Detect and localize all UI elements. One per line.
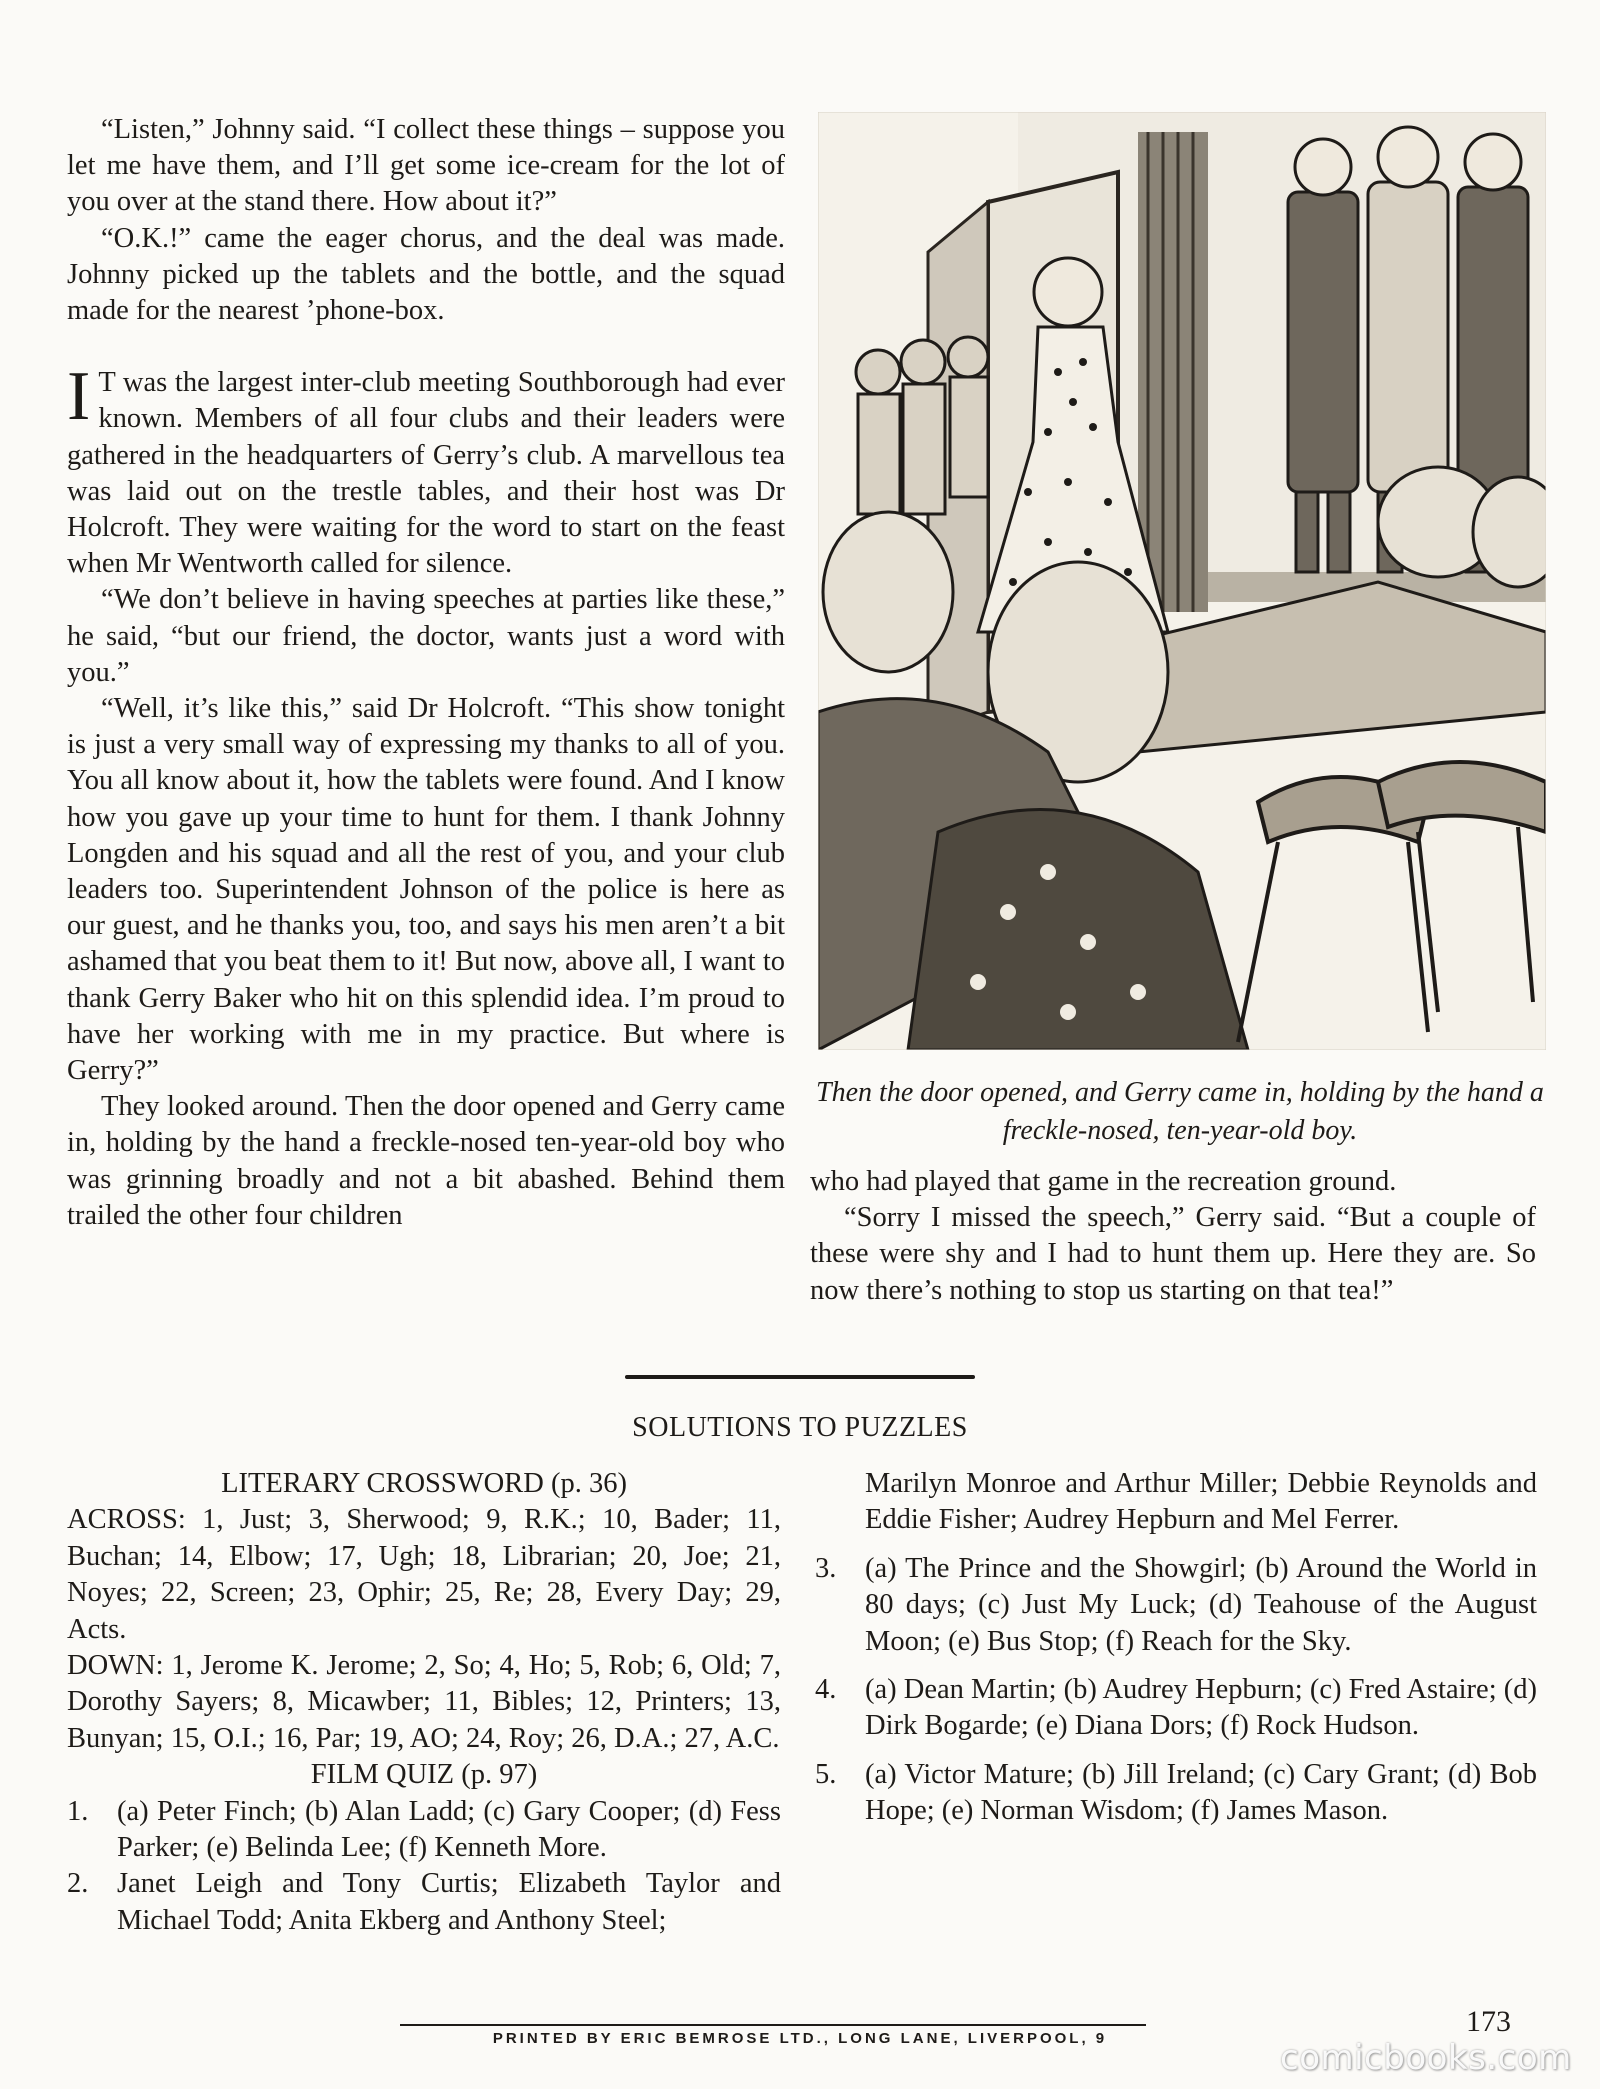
story-paragraph: “We don’t believe in having speeches at parties like these,” he said, “but our friend, the doctor, wants just a word with you.” <box>67 584 785 688</box>
story-paragraph: “Listen,” Johnny said. “I collect these things – suppose you let me have them, and I’ll get some ice-cream for the lot of you over at the stand there. How about it?” <box>67 114 785 218</box>
quiz-answer-item <box>815 1672 1537 1745</box>
story-left-column <box>67 112 785 1234</box>
quiz-answer-item <box>67 1866 781 1939</box>
section-opening-text: T was the largest inter-club meeting Southborough had ever known. Members of all four clubs and their leaders were gathered in the headquarters of Gerry’s club. A marvellous tea was laid out on the trestle tables, and their host was Dr Holcroft. They were waiting for the word to start on the feast when Mr Wentworth called for silence. <box>67 367 785 580</box>
story-right-column <box>810 1164 1536 1309</box>
quiz-item-number: 3. <box>815 1552 837 1584</box>
quiz-item-number: 5. <box>815 1758 837 1790</box>
quiz-item-text: (a) Peter Finch; (b) Alan Ladd; (c) Gary Cooper; (d) Fess Parker; (e) Belinda Lee; (f) Kenneth More. <box>117 1795 781 1864</box>
crossword-down: DOWN: 1, Jerome K. Jerome; 2, So; 4, Ho; 5, Rob; 6, Old; 7, Dorothy Sayers; 8, Micawber; 11, Bibles; 12, Printers; 13, Bunyan; 15, O.I.; 16, Par; 19, AO; 24, Roy; 26, D.A.; 27, A.C. <box>67 1650 781 1754</box>
illustration-caption: Then the door opened, and Gerry came in, holding by the hand a freckle-nosed, ten-year-old boy. <box>816 1077 1544 1146</box>
page-number: 173 <box>1466 2005 1511 2038</box>
crossword-heading: LITERARY CROSSWORD (p. 36) <box>221 1468 627 1499</box>
story-paragraph: who had played that game in the recreation ground. <box>810 1166 1397 1197</box>
quiz-item-text: (a) Dean Martin; (b) Audrey Hepburn; (c) Fred Astaire; (d) Dirk Bogarde; (e) Diana Dors; (f) Rock Hudson. <box>865 1674 1537 1742</box>
story-paragraph: “Well, it’s like this,” said Dr Holcroft. “This show tonight is just a very small way of expressing my thanks to all of you. You all know about it, how the tablets were found. And I know how you gave up your time to hunt for them. I thank Johnny Longden and his squad and all the rest of you, and your club leaders too. Superintendent Johnson of the police is here as our guest, and he thanks you, too, and says his men aren’t a bit ashamed that you beat them to it! But now, above all, I want to thank Gerry Baker who hit on this splendid idea. I’m proud to have her working with me in my practice. But where is Gerry?” <box>67 693 785 1087</box>
section-opening-paragraph <box>67 358 785 582</box>
quiz-item-text: Janet Leigh and Tony Curtis; Elizabeth Taylor and Michael Todd; Anita Ekberg and Anthony Steel; <box>117 1868 781 1936</box>
solutions-title: SOLUTIONS TO PUZZLES <box>632 1412 968 1443</box>
footer-rule <box>400 2024 1146 2026</box>
quiz-answer-item <box>815 1757 1537 1830</box>
illustration-drawing <box>818 112 1546 1050</box>
quiz-item-number: 1. <box>67 1795 89 1827</box>
drop-cap: I <box>67 358 91 436</box>
story-paragraph: They looked around. Then the door opened and Gerry came in, holding by the hand a freckle-nosed ten-year-old boy who was grinning broadly and not a bit abashed. Behind them trailed the other four children <box>67 1091 785 1231</box>
quiz-answer-item <box>67 1794 781 1867</box>
quiz-item-number: 2. <box>67 1868 89 1900</box>
story-illustration <box>818 112 1546 1050</box>
section-divider <box>625 1375 975 1379</box>
solutions-right-column <box>815 1466 1537 1830</box>
crossword-across: ACROSS: 1, Just; 3, Sherwood; 9, R.K.; 10, Bader; 11, Buchan; 14, Elbow; 17, Ugh; 18, Librarian; 20, Joe; 21, Noyes; 22, Screen; 23, Ophir; 25, Re; 28, Every Day; 29, Acts. <box>67 1504 781 1645</box>
solutions-left-column <box>67 1466 781 1939</box>
story-paragraph: “O.K.!” came the eager chorus, and the deal was made. Johnny picked up the tablets and the bottle, and the squad made for the nearest ’phone-box. <box>67 222 785 327</box>
quiz-answer-item <box>815 1551 1537 1660</box>
story-paragraph: “Sorry I missed the speech,” Gerry said. “But a couple of these were shy and I had to hunt them up. Here they are. So now there’s nothing to stop us starting on that tea!” <box>810 1202 1536 1306</box>
quiz-item-text: (a) The Prince and the Showgirl; (b) Around the World in 80 days; (c) Just My Luck; (d) Teahouse of the August Moon; (e) Bus Stop; (f) Reach for the Sky. <box>865 1552 1537 1657</box>
quiz-item-continued: Marilyn Monroe and Arthur Miller; Debbie Reynolds and Eddie Fisher; Audrey Hepburn and Mel Ferrer. <box>865 1468 1537 1536</box>
quiz-item-number: 4. <box>815 1674 837 1706</box>
quiz-item-text: (a) Victor Mature; (b) Jill Ireland; (c) Cary Grant; (d) Bob Hope; (e) Norman Wisdom; (f) James Mason. <box>865 1758 1537 1827</box>
printer-credit: PRINTED BY ERIC BEMROSE LTD., LONG LANE, LIVERPOOL, 9 <box>492 2030 1108 2047</box>
film-quiz-heading: FILM QUIZ (p. 97) <box>310 1759 538 1791</box>
watermark: comicbooks.com <box>1280 2038 1572 2078</box>
